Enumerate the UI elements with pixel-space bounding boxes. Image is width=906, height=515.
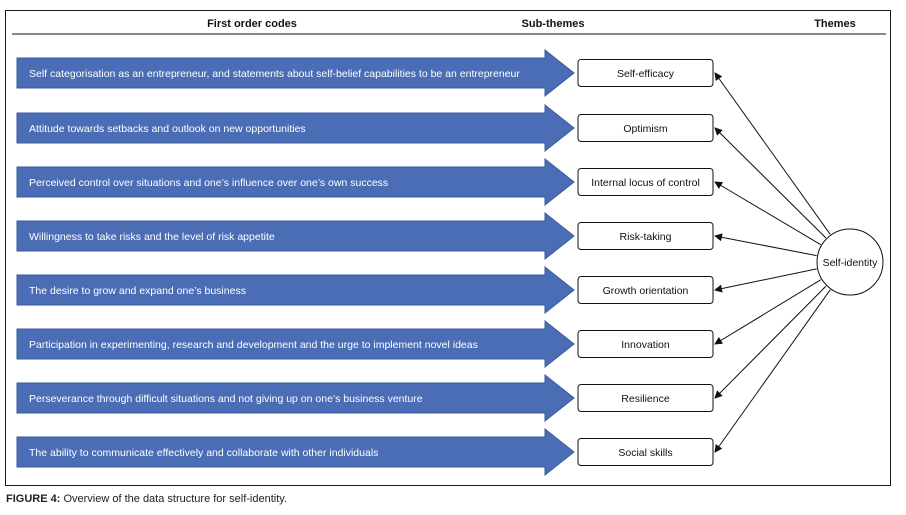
theme-label: Self-identity: [822, 257, 878, 269]
subtheme-label: Self-efficacy: [617, 68, 674, 80]
figure-caption: [6, 493, 287, 505]
header-themes: Themes: [814, 18, 856, 30]
caption-label: FIGURE 4:: [6, 493, 61, 505]
theme-connector: [715, 128, 826, 238]
code-row: [17, 105, 713, 151]
theme-connector: [715, 280, 821, 344]
caption-text: Overview of the data structure for self-identity.: [60, 493, 288, 505]
theme-connector: [715, 73, 830, 234]
code-row: [17, 375, 713, 421]
theme-connector: [715, 269, 817, 290]
subtheme-label: Social skills: [618, 447, 673, 459]
first-order-code: The desire to grow and expand one’s business: [29, 285, 246, 297]
header-sub-themes: Sub-themes: [521, 18, 585, 30]
code-row: [17, 213, 713, 259]
code-row: [17, 429, 713, 475]
subtheme-label: Risk-taking: [619, 231, 672, 243]
theme-connector: [715, 290, 830, 452]
subtheme-label: Innovation: [621, 339, 670, 351]
header-first-order-codes: First order codes: [207, 18, 297, 30]
first-order-code: The ability to communicate effectively and collaborate with other individuals: [29, 447, 379, 459]
subtheme-label: Internal locus of control: [591, 177, 700, 189]
first-order-code: Perceived control over situations and one’s influence over one’s own success: [29, 177, 389, 189]
theme-connector: [715, 286, 826, 398]
code-row: [17, 267, 713, 313]
theme-connector: [715, 236, 817, 256]
code-row: [17, 159, 713, 205]
code-row: [17, 50, 713, 96]
theme-connector: [715, 182, 821, 245]
subtheme-label: Growth orientation: [602, 285, 689, 297]
first-order-code: Self categorisation as an entrepreneur, and statements about self-belief capabilities to be an entrepreneur: [29, 68, 520, 80]
first-order-code: Participation in experimenting, research and development and the urge to implement novel ideas: [29, 339, 478, 351]
first-order-code: Attitude towards setbacks and outlook on new opportunities: [29, 123, 306, 135]
first-order-code: Perseverance through difficult situations and not giving up on one’s business venture: [29, 393, 423, 405]
subtheme-label: Optimism: [623, 123, 668, 135]
code-row: [17, 321, 713, 367]
subtheme-label: Resilience: [621, 393, 670, 405]
first-order-code: Willingness to take risks and the level of risk appetite: [29, 231, 275, 243]
